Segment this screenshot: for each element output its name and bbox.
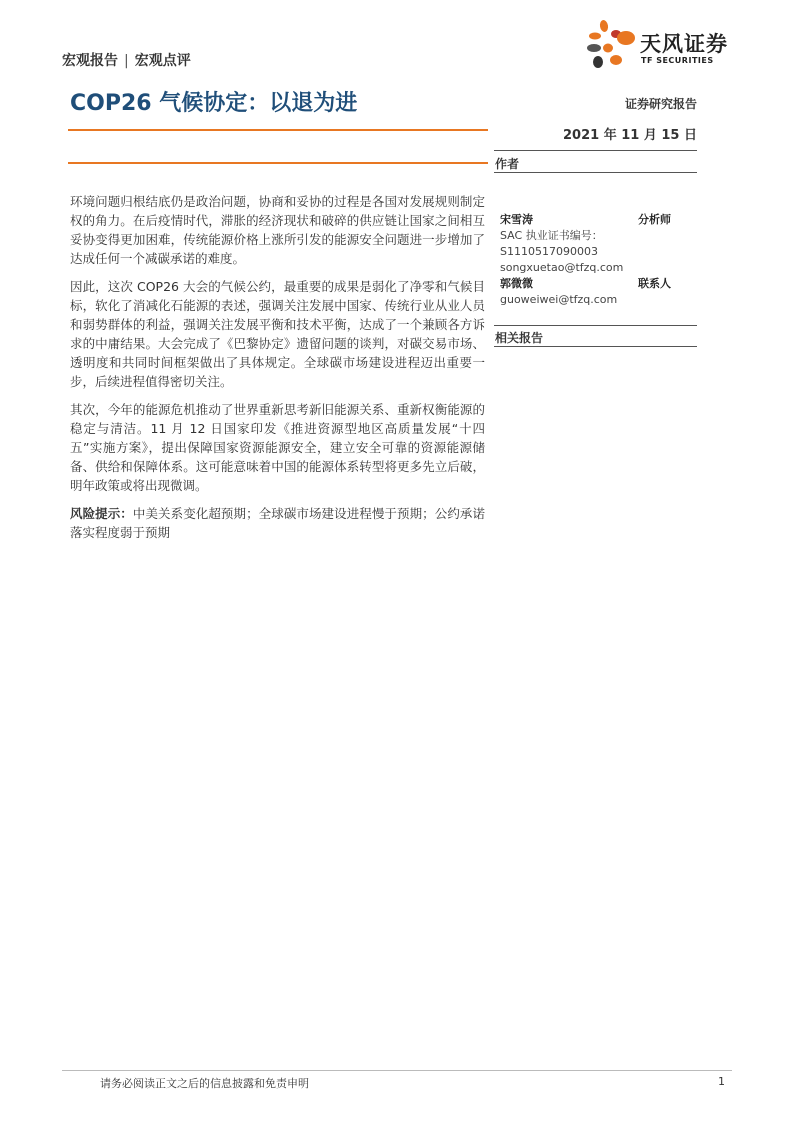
page-number: 1 (718, 1075, 725, 1088)
analyst-email[interactable]: songxuetao@tfzq.com (500, 261, 624, 274)
logo-chinese-text: 天风证券 (640, 32, 728, 56)
analyst-cert-number: S1110517090003 (500, 245, 598, 258)
risk-warning (70, 504, 485, 542)
logo-english-text: TF SECURITIES (641, 56, 714, 65)
report-category (62, 50, 191, 70)
analyst-card (500, 212, 700, 276)
contact-name: 郭微微 (500, 277, 533, 290)
title-divider-bottom (68, 162, 488, 164)
related-divider-bottom (494, 346, 697, 347)
footer-disclaimer: 请务必阅读正文之后的信息披露和免责申明 (100, 1077, 309, 1090)
report-summary (70, 192, 485, 551)
contact-role: 联系人 (638, 277, 671, 290)
analyst-role: 分析师 (638, 213, 671, 226)
summary-paragraph: 其次，今年的能源危机推动了世界重新思考新旧能源关系、重新权衡能源的稳定与清洁。11 月 12 日国家印发《推进资源型地区高质量发展“十四五”实施方案》，提出保障国家资源能源安全，建立安全可靠的资源能源储备、供给和保障体系。这可能意味着中国的能源体系转型将更多先立后破，明年政策或将出现微调。 (70, 402, 485, 493)
authors-divider (494, 172, 697, 173)
risk-text: 中美关系变化超预期；全球碳市场建设进程慢于预期；公约承诺落实程度弱于预期 (70, 506, 485, 540)
summary-paragraph: 因此，这次 COP26 大会的气候公约，最重要的成果是弱化了净零和气候目标，软化了消减化石能源的表述，强调关注发展中国家、传统行业从业人员和弱势群体的利益，强调关注发展平衡和技术平衡，达成了一个兼顾各方诉求的中庸结果。大会完成了《巴黎协定》遗留问题的谈判，对碳交易市场、透明度和共同时间框架做出了具体规定。全球碳市场建设进程迈出重要一步，后续进程值得密切关注。 (70, 279, 485, 389)
page-title: COP26 气候协定：以退为进 (70, 91, 358, 116)
analyst-name: 宋雪涛 (500, 213, 533, 226)
related-divider-top (494, 325, 697, 326)
footer-divider (62, 1070, 732, 1071)
report-date: 2021 年 11 月 15 日 (563, 128, 697, 143)
related-reports-heading: 相关报告 (495, 331, 544, 345)
risk-label: 风险提示： (70, 506, 133, 521)
contact-email[interactable]: guoweiwei@tfzq.com (500, 293, 618, 306)
analyst-cert-label: SAC 执业证书编号： (500, 229, 603, 242)
title-divider-top (68, 129, 488, 131)
category-sub: 宏观点评 (134, 53, 191, 69)
authors-heading: 作者 (495, 157, 520, 171)
report-type: 证券研究报告 (624, 97, 697, 111)
date-divider (494, 150, 697, 151)
summary-paragraph: 环境问题归根结底仍是政治问题，协商和妥协的过程是各国对发展规则制定权的角力。在后疫情时代，滞胀的经济现状和破碎的供应链让国家之间相互妥协变得更加困难，传统能源价格上涨所引发的能源安全问题进一步增加了达成任何一个减碳承诺的难度。 (70, 194, 485, 266)
contact-card (500, 276, 700, 308)
category-main: 宏观报告 (62, 53, 118, 69)
category-separator: | (124, 53, 129, 69)
